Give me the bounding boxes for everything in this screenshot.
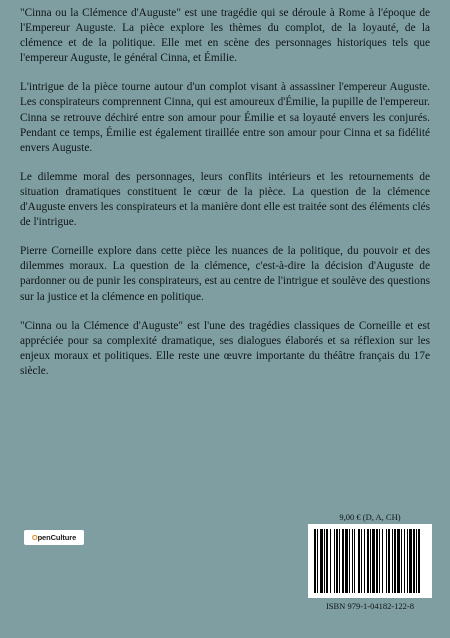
barcode-bar: [334, 529, 335, 593]
barcode-bar: [361, 529, 362, 593]
price-label: 9,00 € (D, A, CH): [339, 512, 401, 522]
barcode-bar: [386, 529, 387, 593]
blurb-paragraph-5: "Cinna ou la Clémence d'Auguste" est l'une des tragédies classiques de Corneille et est appréciée pour sa complexité dramatique, ses dialogues élaborés et sa réflexion sur les enjeux moraux et politiques. Elle reste une œuvre importante du théâtre français du 17e siècle.: [20, 319, 430, 377]
barcode: [308, 524, 432, 598]
blurb-paragraph-3: Le dilemme moral des personnages, leurs conflits intérieurs et les retournements de situation dramatiques constituent le cœur de la pièce. La question de la clémence d'Auguste envers les conspirateurs et la manière dont elle est traitée sont des éléments clés de l'intrigue.: [20, 170, 430, 229]
barcode-bar: [317, 529, 318, 593]
barcode-bar: [367, 529, 369, 593]
barcode-bar: [326, 529, 328, 593]
barcode-bar: [397, 529, 400, 593]
barcode-bar: [416, 529, 417, 593]
publisher-logo-prefix: O: [31, 533, 38, 542]
barcode-bar: [364, 529, 365, 593]
publisher-logo: [24, 530, 84, 545]
barcode-bar: [314, 529, 316, 593]
barcode-bar: [413, 529, 415, 593]
barcode-bar: [372, 529, 375, 593]
barcode-bar: [401, 529, 402, 593]
blurb: [20, 6, 430, 393]
barcode-bar: [339, 529, 340, 593]
barcode-bar: [376, 529, 378, 593]
blurb-paragraph-2: L'intrigue de la pièce tourne autour d'un complot visant à assassiner l'empereur Auguste. Les conspirateurs comprennent Cinna, qui est amoureux d'Émilie, la pupille de l'empereur. Cinna se retrouve déchiré entre son amour pour Émilie et sa loyauté envers les conjurés. Pendant ce temps, Émilie est également tiraillée entre son amour pour Cinna et sa fidélité envers Auguste.: [20, 81, 430, 154]
barcode-bar: [358, 529, 360, 593]
barcode-bar: [349, 529, 350, 593]
barcode-bar: [342, 529, 344, 593]
barcode-bar: [409, 529, 412, 593]
barcode-bar: [382, 529, 383, 593]
barcode-bar: [330, 529, 331, 593]
barcode-bar: [388, 529, 390, 593]
barcode-bar: [320, 529, 323, 593]
blurb-paragraph-1: "Cinna ou la Clémence d'Auguste" est une tragédie qui se déroule à Rome à l'époque de l'Empereur Auguste. La pièce explore les thèmes du complot, de la loyauté, de la clémence et de la politique. Elle met en scène des personnages historiques tels que l'empereur Auguste, le général Cinna, et Émilie.: [20, 7, 430, 65]
barcode-graphic: [314, 529, 426, 593]
barcode-bar: [370, 529, 371, 593]
blurb-paragraph-4: Pierre Corneille explore dans cette pièce les nuances de la politique, du pouvoir et des dilemmes moraux. La question de la clémence, c'est-à-dire la décision d'Auguste de pardonner ou de punir les conspirateurs, est au centre de l'intrigue et soulève des questions sur la justice et la clémence en politique.: [20, 245, 430, 303]
barcode-bar: [352, 529, 353, 593]
barcode-bar: [407, 529, 408, 593]
isbn-label: ISBN 979-1-04182-122-8: [325, 601, 415, 611]
barcode-bar: [354, 529, 355, 593]
barcode-bar: [392, 529, 393, 593]
barcode-bar: [336, 529, 338, 593]
barcode-bar: [404, 529, 405, 593]
barcode-bar: [418, 529, 420, 593]
publisher-logo-rest: penCulture: [37, 533, 77, 542]
barcode-bar: [345, 529, 348, 593]
barcode-bar: [394, 529, 396, 593]
barcode-bar: [379, 529, 380, 593]
barcode-bar: [324, 529, 325, 593]
